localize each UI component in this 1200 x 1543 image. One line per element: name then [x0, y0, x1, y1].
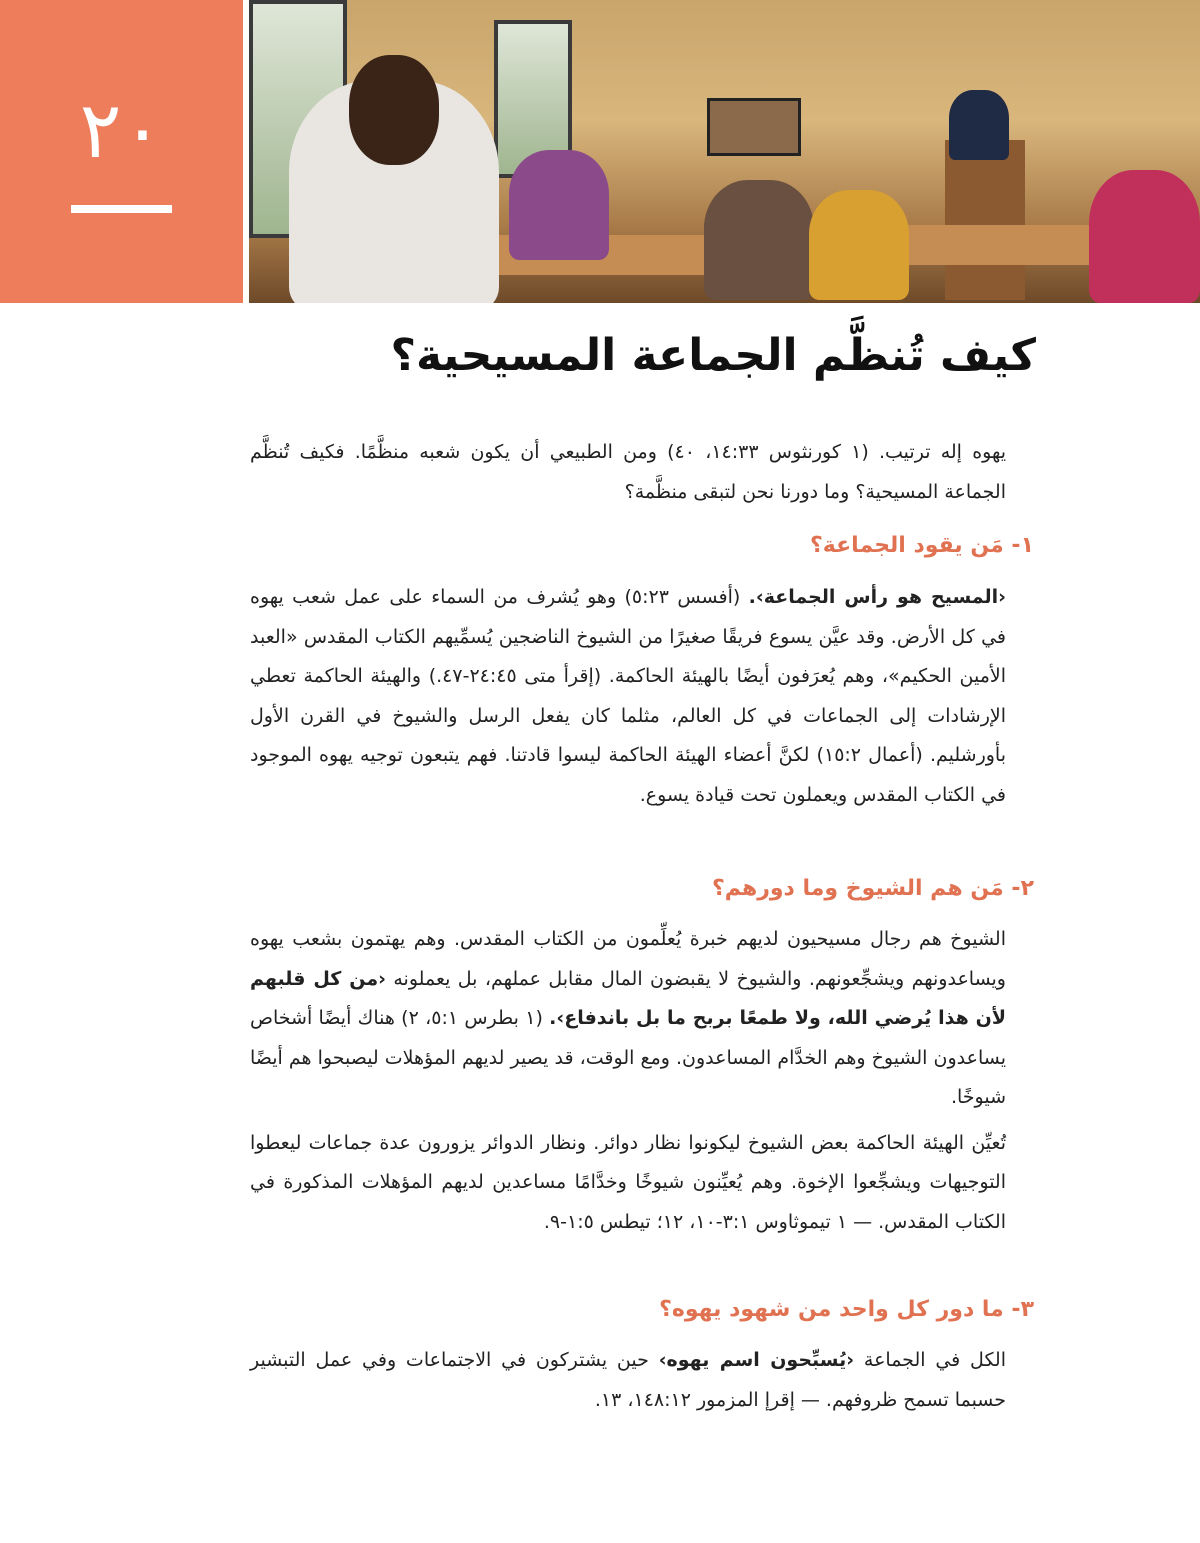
- section-3-body: [250, 1341, 1006, 1420]
- section-2-heading: ٢- مَن هم الشيوخ وما دورهم؟: [711, 876, 1034, 901]
- paragraph-text: حين يشتركون في الاجتماعات وفي عمل التبشير حسبما تسمح ظروفهم. — إقرإ المزمور ١٤٨:١٢، ١٣.: [250, 1349, 1006, 1411]
- lesson-number-underline: [71, 205, 172, 213]
- section-1-paragraph: [250, 578, 1006, 815]
- section-2-body: [250, 920, 1006, 1242]
- bold-scripture-quote: ‹المسيح هو رأس الجماعة›.: [748, 586, 1007, 608]
- intro-paragraph: [250, 433, 1006, 512]
- photo-congregation-meeting: [249, 0, 1200, 303]
- section-2-paragraph-2: تُعيِّن الهيئة الحاكمة بعض الشيوخ ليكونوا نظار دوائر. ونظار الدوائر يزورون عدة جماعات ليعطوا التوجيهات ويشجِّعوا الإخوة. وهم يُعيِّنون شيوخًا وخدَّامًا مساعدين لديهم المؤهلات المذكورة في الكتاب المقدس. — ١ تيموثاوس ٣:١-١٠، ١٢؛ تيطس ١:٥-٩.: [250, 1131, 1006, 1233]
- section-2-paragraph-1: [250, 920, 1006, 1118]
- paragraph-text: الكل في الجماعة: [854, 1349, 1007, 1371]
- bold-scripture-quote: ‹يُسبِّحون اسم يهوه›: [658, 1349, 855, 1371]
- section-3-heading: ٣- ما دور كل واحد من شهود يهوه؟: [659, 1297, 1034, 1322]
- section-1-heading: ١- مَن يقود الجماعة؟: [810, 533, 1034, 558]
- bold-scripture-quote: ‹من كل قلبهم لأن هذا يُرضي الله، ولا طمعًا بربح ما بل باندفاع›.: [250, 967, 1006, 1029]
- lesson-number: ٢٠: [79, 86, 164, 176]
- paragraph-text: (أفسس ٥:٢٣) وهو يُشرف من السماء على عمل شعب يهوه في كل الأرض. وقد عيَّن يسوع فريقًا صغيرًا من الشيوخ الناضجين يُسمِّيهم الكتاب المقدس «العبد الأمين الحكيم»، وهم يُعرَفون أيضًا بالهيئة الحاكمة. (إقرأ متى ٢٤:٤٥-٤٧.) والهيئة الحاكمة تعطي الإرشادات إلى الجماعات في كل العالم، مثلما كان يفعل الرسل والشيوخ في القرن الأول بأورشليم. (أعمال ١٥:٢) لكنَّ أعضاء الهيئة الحاكمة ليسوا قادتنا. فهم يتبعون توجيه يهوه الموجود في الكتاب المقدس ويعملون تحت قيادة يسوع.: [250, 586, 1007, 806]
- intro-text: يهوه إله ترتيب. (١ كورنثوس ١٤:٣٣، ٤٠) ومن الطبيعي أن يكون شعبه منظَّمًا. فكيف تُنظَّم الجماعة المسيحية؟ وما دورنا نحن لتبقى منظَّمة؟: [250, 441, 1007, 503]
- paragraph-text: الشيوخ هم رجال مسيحيون لديهم خبرة يُعلِّمون من الكتاب المقدس. وهم يهتمون بشعب يهوه ويساعدونهم ويشجِّعونهم. والشيوخ لا يقبضون المال مقابل عملهم، بل يعملونه: [250, 928, 1006, 990]
- lesson-number-badge: [0, 0, 243, 303]
- paragraph-text: (١ بطرس ٥:١، ٢) هناك أيضًا أشخاص يساعدون الشيوخ وهم الخدَّام المساعدون. ومع الوقت، قد يصير لديهم المؤهلات ليصبحوا هم أيضًا شيوخًا.: [250, 1007, 1006, 1108]
- section-3-paragraph: [250, 1341, 1006, 1420]
- section-1-body: [250, 578, 1006, 815]
- page-title: كيف تُنظَّم الجماعة المسيحية؟: [390, 330, 1036, 381]
